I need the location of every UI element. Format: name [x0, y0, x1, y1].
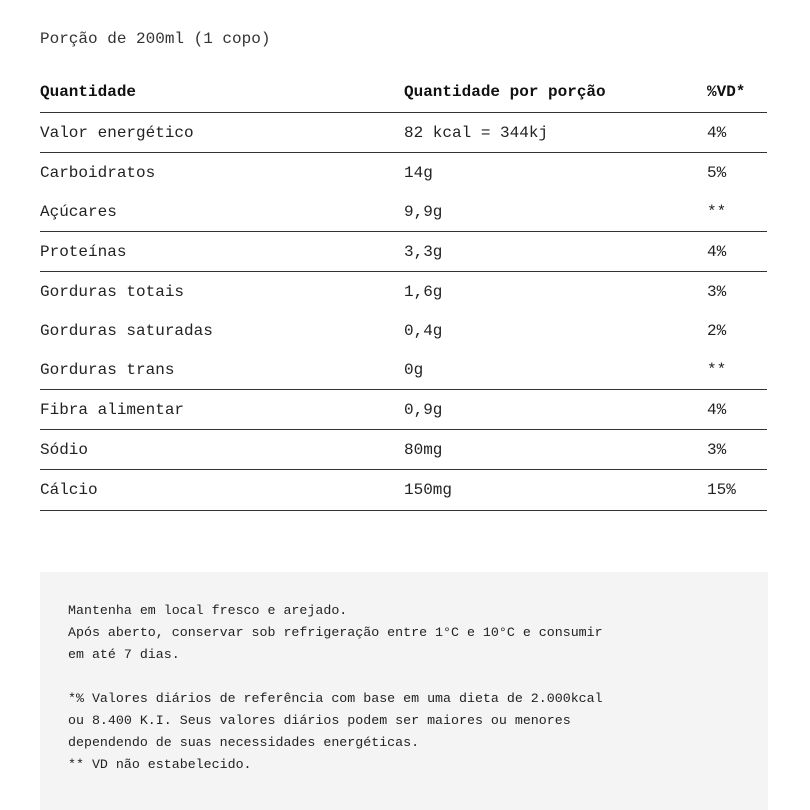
row-name: Cálcio	[40, 481, 98, 499]
row-dv: **	[707, 360, 727, 379]
row-dv: 4%	[707, 123, 727, 142]
nutrition-table	[40, 72, 767, 511]
row-amount: 0,4g	[404, 321, 443, 340]
row-dv: 3%	[707, 440, 727, 459]
header-per-portion: Quantidade por porção	[404, 83, 606, 101]
row-dv: 3%	[707, 282, 727, 301]
row-dv: 4%	[707, 400, 727, 419]
table-row	[40, 113, 767, 153]
row-amount: 0g	[404, 360, 424, 379]
table-row	[40, 232, 767, 272]
row-amount: 82 kcal = 344kj	[404, 123, 549, 142]
row-amount: 1,6g	[404, 282, 443, 301]
storage-note: Mantenha em local fresco e arejado. Após aberto, conservar sob refrigeração entre 1°C e 10°C e consumir em até 7 dias.	[68, 603, 603, 662]
row-dv: 5%	[707, 163, 727, 182]
reference-note: *% Valores diários de referência com base em uma dieta de 2.000kcal ou 8.400 K.I. Seus valores diários podem ser maiores ou menores dependendo de suas necessidades energéticas. ** VD não estabelecido.	[68, 691, 603, 772]
row-dv: 4%	[707, 242, 727, 261]
row-name: Gorduras trans	[40, 360, 175, 379]
row-amount: 80mg	[404, 440, 443, 459]
table-row	[40, 470, 767, 511]
row-amount: 3,3g	[404, 242, 443, 261]
row-amount: 14g	[404, 163, 433, 182]
portion-size: Porção de 200ml (1 copo)	[40, 30, 271, 48]
header-dv: %VD*	[707, 83, 746, 101]
row-dv: 2%	[707, 321, 727, 340]
row-name: Carboidratos	[40, 163, 156, 182]
row-name: Proteínas	[40, 242, 127, 261]
row-name: Açúcares	[40, 202, 117, 221]
row-name: Fibra alimentar	[40, 400, 185, 419]
row-amount: 150mg	[404, 481, 453, 499]
row-name: Valor energético	[40, 123, 194, 142]
table-row	[40, 390, 767, 430]
notes-box	[40, 572, 768, 810]
table-row	[40, 430, 767, 470]
table-header	[40, 72, 767, 113]
table-row	[40, 311, 767, 350]
row-name: Gorduras saturadas	[40, 321, 213, 340]
row-amount: 9,9g	[404, 202, 443, 221]
row-dv: 15%	[707, 481, 736, 499]
row-name: Sódio	[40, 440, 89, 459]
row-dv: **	[707, 202, 727, 221]
table-row	[40, 153, 767, 192]
header-quantity: Quantidade	[40, 83, 137, 101]
table-row	[40, 272, 767, 311]
row-amount: 0,9g	[404, 400, 443, 419]
table-row	[40, 192, 767, 232]
row-name: Gorduras totais	[40, 282, 185, 301]
table-row	[40, 350, 767, 390]
